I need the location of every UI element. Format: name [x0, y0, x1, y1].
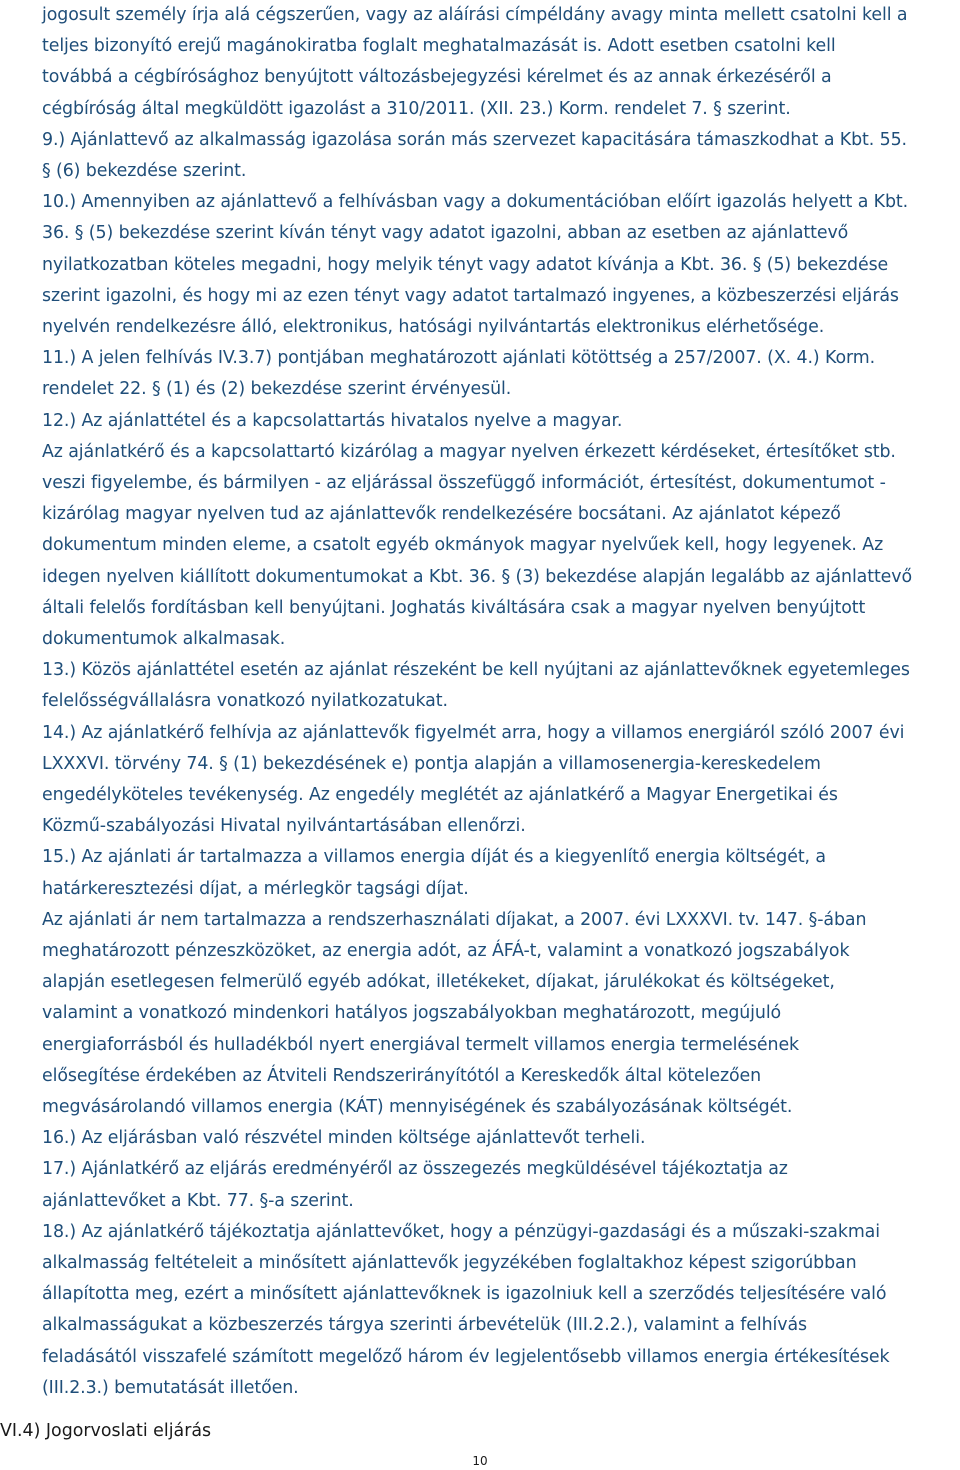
text-line: veszi figyelembe, és bármilyen - az eljárással összefüggő információt, értesítést, dokumentumot - [42, 473, 886, 493]
text-line: Az ajánlati ár nem tartalmazza a rendszerhasználati díjakat, a 2007. évi LXXXVI. tv. 147. §-ában [42, 909, 867, 930]
text-line: alkalmasság feltételeit a minősített ajánlattevők jegyzékében foglaltakhoz képest szigorúbban [42, 1253, 857, 1273]
section-heading: VI.4) Jogorvoslati eljárás [0, 1421, 212, 1441]
text-line: meghatározott pénzeszközöket, az energia adót, az ÁFÁ-t, valamint a vonatkozó jogszabályok [42, 941, 850, 961]
text-line: 9.) Ajánlattevő az alkalmasság igazolása során más szervezet kapacitására támaszkodhat a Kbt. 55. [42, 129, 907, 150]
text-line: nyelvén rendelkezésre álló, elektronikus, hatósági nyilvántartás elektronikus elérhetősége. [42, 317, 825, 337]
text-line: engedélyköteles tevékenység. Az engedély meglétét az ajánlatkérő a Magyar Energetikai és [42, 785, 838, 805]
text-line: állapította meg, ezért a minősített ajánlattevőknek is igazolniuk kell a szerződés teljesítésére való [42, 1284, 887, 1305]
text-line: elősegítése érdekében az Átviteli Rendszerirányítótól a Kereskedők által kötelezően [42, 1065, 762, 1086]
text-line: energiaforrásból és hulladékból nyert energiával termelt villamos energia termelésének [42, 1034, 800, 1055]
text-line: határkeresztezési díjat, a mérlegkör tagsági díjat. [42, 878, 469, 899]
text-line: dokumentum minden eleme, a csatolt egyéb okmányok magyar nyelvűek kell, hogy legyenek. Az [42, 535, 884, 556]
text-line: rendelet 22. § (1) és (2) bekezdése szerint érvényesül. [42, 379, 512, 400]
text-line: 36. § (5) bekezdése szerint kíván tényt vagy adatot igazolni, abban az esetben az ajánlattevő [42, 223, 849, 244]
text-line: dokumentumok alkalmasak. [42, 629, 286, 649]
text-line: 18.) Az ajánlatkérő tájékoztatja ajánlattevőket, hogy a pénzügyi-gazdasági és a műszaki-szakmai [42, 1221, 880, 1242]
text-line: teljes bizonyító erejű magánokiratba foglalt meghatalmazását is. Adott esetben csatolni kell [42, 36, 836, 57]
text-line: 17.) Ajánlatkérő az eljárás eredményéről az összegezés megküldésével tájékoztatja az [42, 1159, 788, 1180]
text-line: nyilatkozatban köteles megadni, hogy melyik tényt vagy adatot kívánja a Kbt. 36. § (5) bekezdése [42, 254, 889, 275]
text-line: valamint a vonatkozó mindenkori hatályos jogszabályokban meghatározott, megújuló [42, 1003, 782, 1024]
text-line: 15.) Az ajánlati ár tartalmazza a villamos energia díját és a kiegyenlítő energia költségét, a [42, 847, 826, 868]
text-line: alapján esetlegesen felmerülő egyéb adókat, illetékeket, díjakat, járulékokat és költségeket, [42, 972, 835, 993]
text-line: 16.) Az eljárásban való részvétel minden költsége ajánlattevőt terheli. [42, 1128, 646, 1149]
text-line: továbbá a cégbírósághoz benyújtott változásbejegyzési kérelmet és az annak érkezéséről a [42, 67, 832, 88]
text-line: cégbíróság által megküldött igazolást a 310/2011. (XII. 23.) Korm. rendelet 7. § szerint. [42, 98, 791, 119]
text-line: § (6) bekezdése szerint. [42, 161, 247, 181]
text-line: (III.2.3.) bemutatását illetően. [42, 1377, 299, 1398]
text-line: 13.) Közös ajánlattétel esetén az ajánlat részeként be kell nyújtani az ajánlattevőknek egyetemleges [42, 660, 910, 681]
text-line: általi felelős fordításban kell benyújtani. Joghatás kiváltására csak a magyar nyelven benyújtott [42, 597, 866, 618]
text-line: idegen nyelven kiállított dokumentumokat a Kbt. 36. § (3) bekezdése alapján legalább az ajánlattevő [42, 566, 913, 587]
page-number: 10 [472, 1454, 488, 1468]
text-line: megvásárolandó villamos energia (KÁT) mennyiségének és szabályozásának költségét. [42, 1097, 793, 1117]
text-line: feladásától visszafelé számított megelőző három év legjelentősebb villamos energia értékesítések [42, 1346, 890, 1367]
text-line: alkalmasságukat a közbeszerzés tárgya szerinti árbevételük (III.2.2.), valamint a felhívás [42, 1315, 807, 1336]
text-line: Az ajánlatkérő és a kapcsolattartó kizárólag a magyar nyelven érkezett kérdéseket, értesítőket stb. [42, 441, 896, 462]
text-line: 12.) Az ajánlattétel és a kapcsolattartás hivatalos nyelve a magyar. [42, 410, 623, 431]
text-line: LXXXVI. törvény 74. § (1) bekezdésének e) pontja alapján a villamosenergia-kereskedelem [42, 753, 821, 774]
text-line: szerint igazolni, és hogy mi az ezen tényt vagy adatot tartalmazó ingyenes, a közbeszerzési eljárás [42, 285, 899, 306]
text-line: kizárólag magyar nyelven tud az ajánlattevők rendelkezésére bocsátani. Az ajánlatot képező [42, 504, 841, 525]
text-line: Közmű-szabályozási Hivatal nyilvántartásában ellenőrzi. [42, 816, 526, 837]
text-line: jogosult személy írja alá cégszerűen, vagy az aláírási címpéldány avagy minta mellett csatolni kell a [42, 5, 908, 25]
text-line: 10.) Amennyiben az ajánlattevő a felhívásban vagy a dokumentációban előírt igazolás helyett a Kbt. [42, 192, 909, 213]
text-line: 11.) A jelen felhívás IV.3.7) pontjában meghatározott ajánlati kötöttség a 257/2007. (X. 4.) Korm. [42, 348, 876, 369]
text-line: 14.) Az ajánlatkérő felhívja az ajánlattevők figyelmét arra, hogy a villamos energiáról szóló 2007 évi [42, 722, 905, 743]
text-line: ajánlattevőket a Kbt. 77. §-a szerint. [42, 1190, 354, 1211]
text-line: felelősségvállalásra vonatkozó nyilatkozatukat. [42, 691, 448, 712]
